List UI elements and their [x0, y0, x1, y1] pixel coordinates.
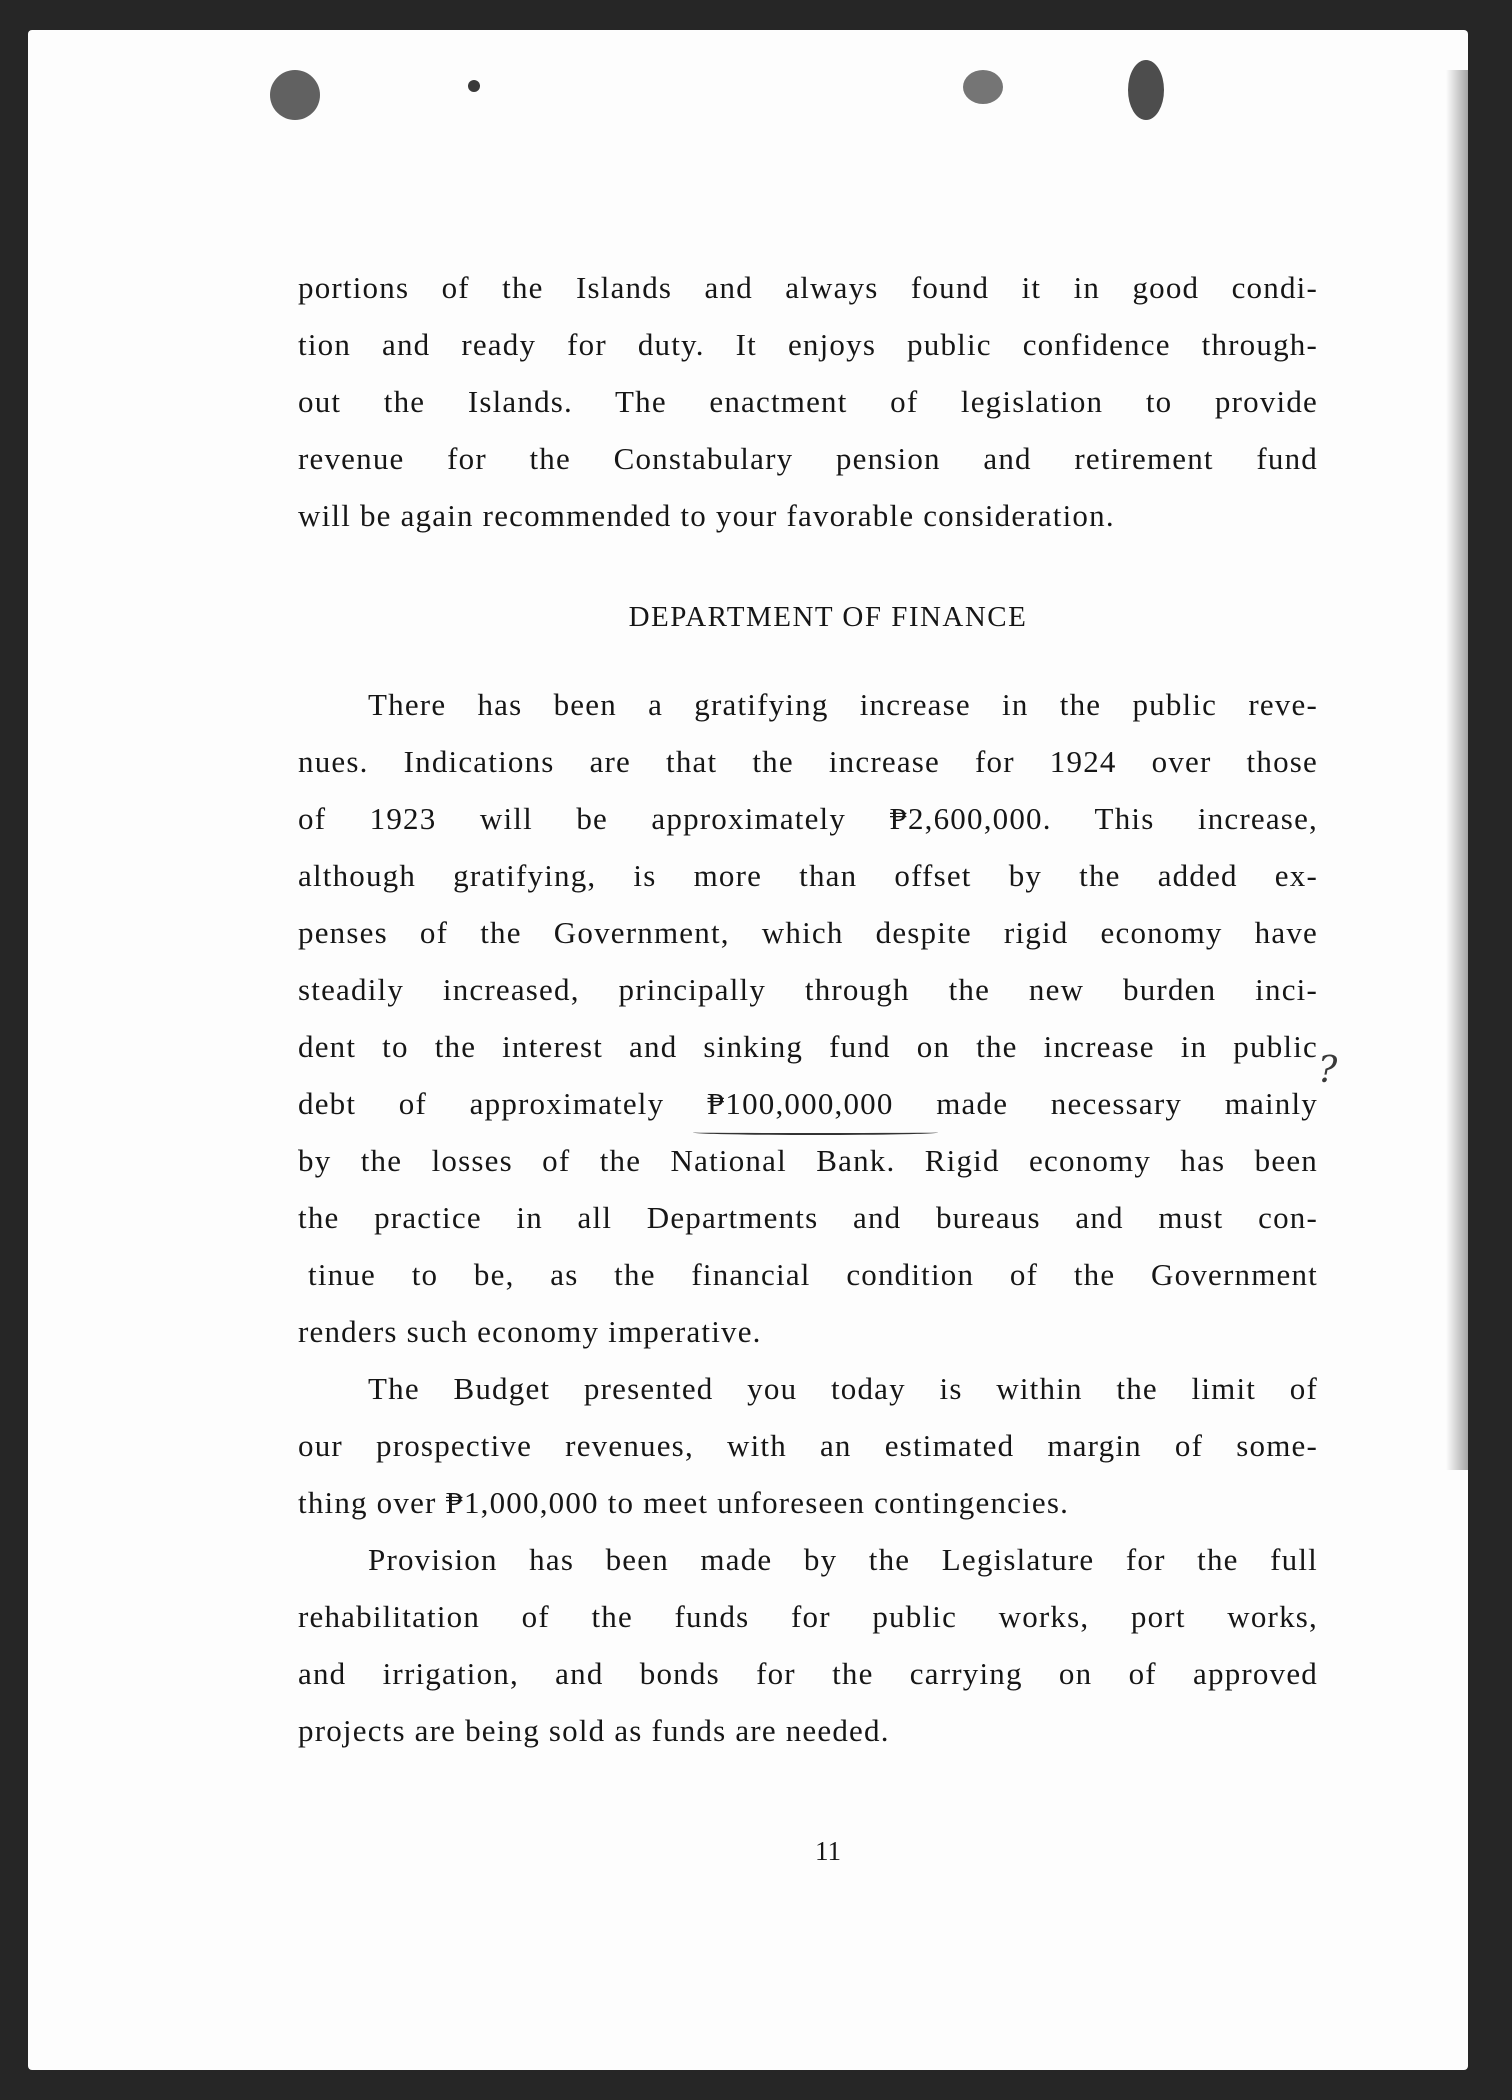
text-line: nues. Indications are that the increase for 1924 over those [298, 744, 1318, 779]
document-page [28, 30, 1468, 2070]
text-line: rehabilitation of the funds for public works, port works, [298, 1599, 1318, 1634]
text-line: will be again recommended to your favorable consideration. [298, 498, 1115, 533]
text-line: tion and ready for duty. It enjoys public confidence through- [298, 327, 1318, 362]
text-line: thing over ₱1,000,000 to meet unforeseen contingencies. [298, 1485, 1070, 1520]
punch-hole-mark [468, 80, 480, 92]
margin-annotation: ? [1318, 1050, 1338, 1091]
text-line: There has been a gratifying increase in the public reve- [368, 687, 1318, 722]
text-line: dent to the interest and sinking fund on the increase in public [298, 1029, 1318, 1064]
text-line: and irrigation, and bonds for the carrying on of approved [298, 1656, 1318, 1691]
text-line: the practice in all Departments and bureaus and must con- [298, 1200, 1318, 1235]
handwritten-underline [693, 1130, 938, 1135]
text-line: The Budget presented you today is within the limit of [368, 1371, 1318, 1406]
text-line: tinue to be, as the financial condition of the Government [308, 1257, 1318, 1292]
text-line: penses of the Government, which despite rigid economy have [298, 915, 1318, 950]
punch-hole-mark [963, 70, 1003, 104]
page-number: 11 [815, 1836, 841, 1866]
text-line: out the Islands. The enactment of legislation to provide [298, 384, 1318, 419]
text-line: revenue for the Constabulary pension and retirement fund [298, 441, 1318, 476]
punch-hole-mark [1128, 60, 1164, 120]
text-line: debt of approximately ₱100,000,000 made necessary mainly [298, 1086, 1318, 1121]
text-line: portions of the Islands and always found it in good condi- [298, 270, 1318, 305]
text-line: Provision has been made by the Legislature for the full [368, 1542, 1318, 1577]
text-line: our prospective revenues, with an estimated margin of some- [298, 1428, 1318, 1463]
punch-hole-mark [270, 70, 320, 120]
text-line: renders such economy imperative. [298, 1314, 762, 1349]
text-line: projects are being sold as funds are needed. [298, 1713, 890, 1748]
page-edge-shadow [1446, 70, 1468, 1470]
text-line: steadily increased, principally through the new burden inci- [298, 972, 1318, 1007]
section-heading: DEPARTMENT OF FINANCE [628, 601, 1028, 633]
text-line: by the losses of the National Bank. Rigid economy has been [298, 1143, 1318, 1178]
text-line: of 1923 will be approximately ₱2,600,000. This increase, [298, 801, 1318, 836]
text-line: although gratifying, is more than offset by the added ex- [298, 858, 1318, 893]
